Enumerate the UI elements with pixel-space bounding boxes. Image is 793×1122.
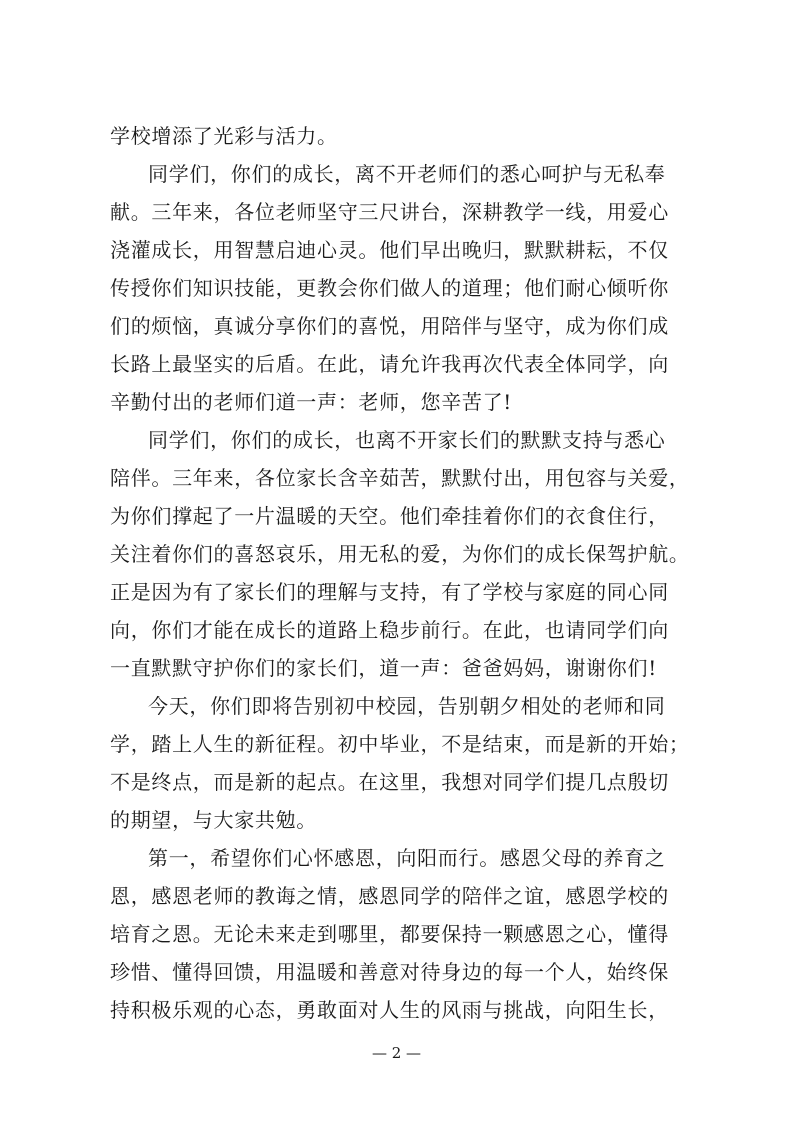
- text-line: 辛勤付出的老师们道一声：老师，您辛苦了!: [110, 390, 513, 414]
- text-line: 为你们撑起了一片温暖的天空。他们牵挂着你们的衣食住行，: [110, 504, 669, 528]
- paragraph-first-line: 同学们，你们的成长，也离不开家长们的默默支持与悉心: [148, 428, 666, 452]
- text-line: 珍惜、懂得回馈，用温暖和善意对待身边的每一个人，始终保: [110, 960, 669, 984]
- text-line: 浇灌成长，用智慧启迪心灵。他们早出晚归，默默耕耘，不仅: [110, 238, 669, 262]
- text-line: 们的烦恼，真诚分享你们的喜悦，用陪伴与坚守，成为你们成: [110, 314, 669, 338]
- text-line: 不是终点，而是新的起点。在这里，我想对同学们提几点殷切: [110, 770, 669, 794]
- text-line: 正是因为有了家长们的理解与支持，有了学校与家庭的同心同: [110, 580, 669, 604]
- text-line: 培育之恩。无论未来走到哪里，都要保持一颗感恩之心，懂得: [110, 922, 669, 946]
- text-line: 传授你们知识技能，更教会你们做人的道理；他们耐心倾听你: [110, 276, 669, 300]
- text-line: 献。三年来，各位老师坚守三尺讲台，深耕教学一线，用爱心: [110, 200, 669, 224]
- text-line: 一直默默守护你们的家长们，道一声：爸爸妈妈，谢谢你们!: [110, 656, 657, 680]
- paragraph-first-line: 同学们，你们的成长，离不开老师们的悉心呵护与无私奉: [148, 162, 666, 186]
- paragraph-first-line: 第一，希望你们心怀感恩，向阳而行。感恩父母的养育之: [148, 846, 666, 870]
- text-line: 关注着你们的喜怒哀乐，用无私的爱，为你们的成长保驾护航。: [110, 542, 690, 566]
- text-line: 陪伴。三年来，各位家长含辛茹苦，默默付出，用包容与关爱，: [110, 466, 690, 490]
- text-line: 学校增添了光彩与活力。: [110, 124, 338, 148]
- text-line: 持积极乐观的心态，勇敢面对人生的风雨与挑战，向阳生长，: [110, 998, 669, 1022]
- text-line: 长路上最坚实的后盾。在此，请允许我再次代表全体同学，向: [110, 352, 669, 376]
- text-line: 向，你们才能在成长的道路上稳步前行。在此，也请同学们向: [110, 618, 669, 642]
- page-number: — 2 —: [371, 1044, 422, 1062]
- text-line: 的期望，与大家共勉。: [110, 808, 317, 832]
- text-line: 恩，感恩老师的教诲之情，感恩同学的陪伴之谊，感恩学校的: [110, 884, 669, 908]
- paragraph-first-line: 今天，你们即将告别初中校园，告别朝夕相处的老师和同: [148, 694, 666, 718]
- text-line: 学，踏上人生的新征程。初中毕业，不是结束，而是新的开始；: [110, 732, 690, 756]
